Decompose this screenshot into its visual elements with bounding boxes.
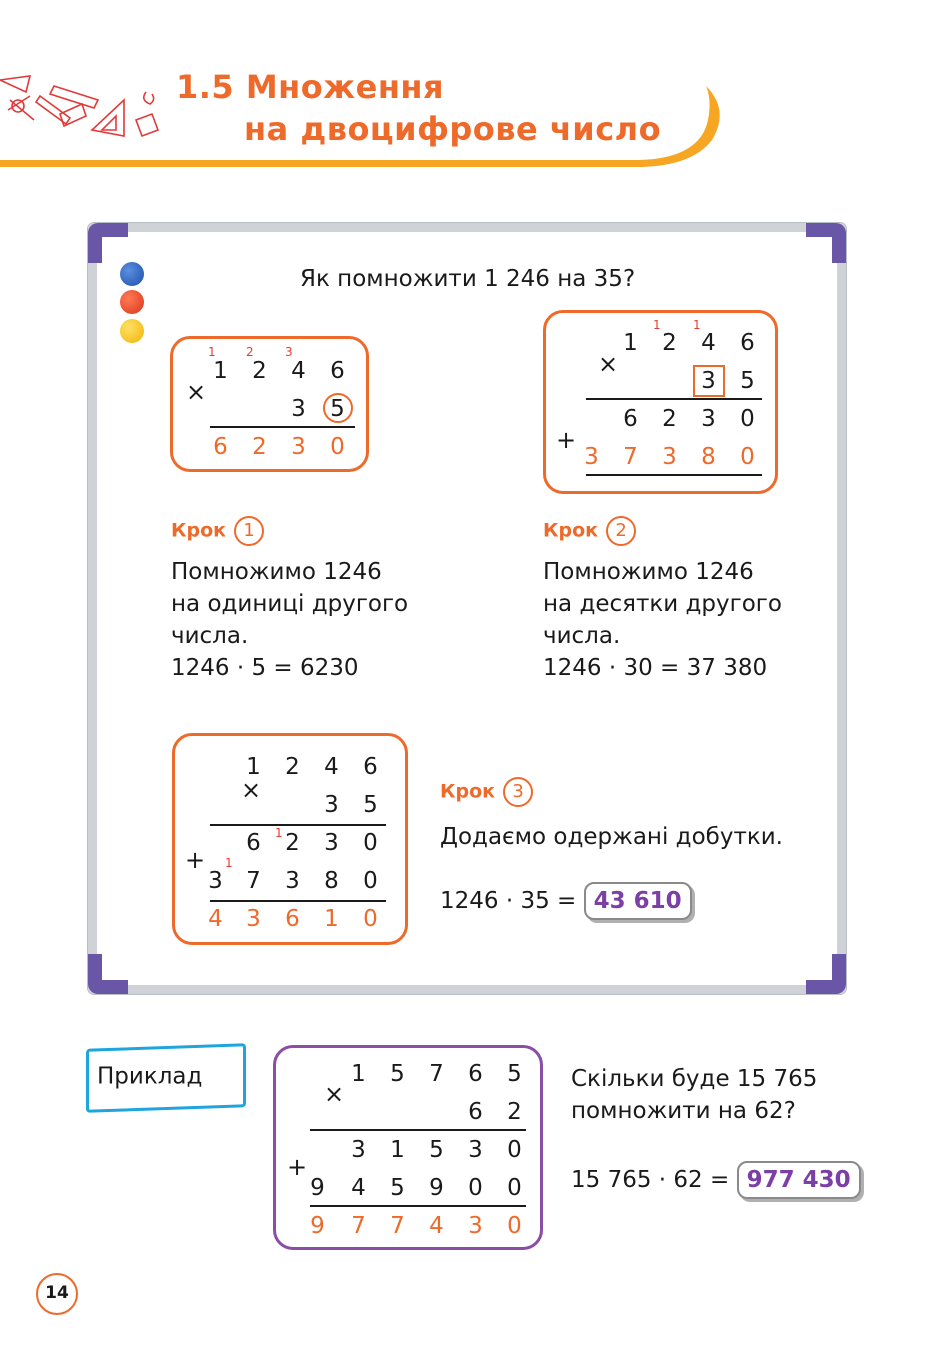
digit: 1 <box>390 1137 405 1163</box>
yellow-magnet-icon <box>120 319 144 343</box>
carry-digit: 1 <box>653 318 661 332</box>
digit: 6 <box>363 754 378 780</box>
result-line <box>210 426 355 428</box>
digit: 2 <box>285 754 300 780</box>
example-tag-label: Приклад <box>97 1063 203 1090</box>
result-digit: 3 <box>246 906 261 932</box>
digit: 4 <box>351 1175 366 1201</box>
digit: 1 <box>213 358 228 384</box>
digit: 1 <box>623 330 638 356</box>
product-line <box>210 824 386 826</box>
digit: 6 <box>623 406 638 432</box>
board-question: Як помножити 1 246 на 35? <box>300 266 636 292</box>
partial-product-digit: 3 <box>662 444 677 470</box>
product-line <box>586 398 762 400</box>
digit: 5 <box>429 1137 444 1163</box>
digit: 3 <box>701 406 716 432</box>
result-digit: 7 <box>351 1213 366 1239</box>
digit: 5 <box>330 396 345 422</box>
digit: 0 <box>507 1137 522 1163</box>
digit: 8 <box>324 868 339 894</box>
digit: 3 <box>291 396 306 422</box>
digit: 6 <box>740 330 755 356</box>
example-question: Скільки буде 15 765 помножити на 62? <box>571 1066 818 1124</box>
step-2-label: Крок 2 <box>543 516 636 546</box>
digit: 6 <box>330 358 345 384</box>
partial-product-digit: 7 <box>623 444 638 470</box>
result-digit: 3 <box>291 434 306 460</box>
step-1-text: Помножимо 1246 на одиниці другого числа. 1246 · 5 = 6230 <box>171 559 409 681</box>
digit: 4 <box>291 358 306 384</box>
step-1-label: Крок 1 <box>171 516 264 546</box>
blue-magnet-icon <box>120 262 144 286</box>
digit: 3 <box>324 792 339 818</box>
digit: 2 <box>252 358 267 384</box>
step-number-badge: 1 <box>234 516 264 546</box>
multiply-sign: × <box>598 350 619 378</box>
digit: 7 <box>246 868 261 894</box>
digit: 6 <box>468 1099 483 1125</box>
result-digit: 0 <box>330 434 345 460</box>
digit: 0 <box>507 1175 522 1201</box>
answer-pill: 977 430 <box>737 1161 861 1199</box>
result-digit: 0 <box>363 906 378 932</box>
result-digit: 7 <box>390 1213 405 1239</box>
digit: 4 <box>701 330 716 356</box>
title-line-1: 1.5 Множення <box>176 68 445 106</box>
digit: 1 <box>351 1061 366 1087</box>
multiply-sign: × <box>324 1080 345 1108</box>
title-line-2: на двоцифрове число <box>244 110 662 148</box>
example-equation: 15 765 · 62 = 977 430 <box>571 1161 861 1199</box>
page-title <box>176 66 661 150</box>
step-2-text: Помножимо 1246 на десятки другого числа. 1246 · 30 = 37 380 <box>543 559 782 681</box>
partial-product-digit: 8 <box>701 444 716 470</box>
highlight-square <box>693 365 725 397</box>
result-digit: 1 <box>324 906 339 932</box>
answer-pill: 43 610 <box>584 882 692 920</box>
school-supplies-icon <box>0 76 158 136</box>
carry-digit: 1 <box>225 856 233 870</box>
digit: 3 <box>468 1137 483 1163</box>
partial-product-digit: 0 <box>740 444 755 470</box>
plus-sign: + <box>185 846 206 874</box>
red-magnet-icon <box>120 290 144 314</box>
step-number-badge: 3 <box>503 777 533 807</box>
step-number-badge: 2 <box>606 516 636 546</box>
digit: 3 <box>208 868 223 894</box>
highlight-circle <box>323 393 353 423</box>
carry-digit: 1 <box>208 345 216 359</box>
carry-digit: 2 <box>246 345 254 359</box>
digit: 2 <box>662 406 677 432</box>
step-3-text: Додаємо одержані добутки. <box>440 824 783 850</box>
plus-sign: + <box>556 426 577 454</box>
carry-digit: 1 <box>693 318 701 332</box>
digit: 0 <box>740 406 755 432</box>
multiply-sign: × <box>241 776 262 804</box>
digit: 3 <box>324 830 339 856</box>
digit: 2 <box>285 830 300 856</box>
result-digit: 4 <box>429 1213 444 1239</box>
digit: 9 <box>310 1175 325 1201</box>
step-3-equation: 1246 · 35 = 43 610 <box>440 882 692 920</box>
digit: 9 <box>429 1175 444 1201</box>
digit: 2 <box>662 330 677 356</box>
digit: 5 <box>507 1061 522 1087</box>
digit: 6 <box>468 1061 483 1087</box>
carry-digit: 3 <box>285 345 293 359</box>
digit: 0 <box>468 1175 483 1201</box>
digit: 1 <box>246 754 261 780</box>
result-digit: 6 <box>285 906 300 932</box>
digit: 6 <box>246 830 261 856</box>
digit: 3 <box>285 868 300 894</box>
digit: 0 <box>363 830 378 856</box>
sum-line <box>310 1205 526 1207</box>
digit: 5 <box>390 1061 405 1087</box>
digit: 7 <box>429 1061 444 1087</box>
carry-digit: 1 <box>275 826 283 840</box>
product-line <box>310 1129 526 1131</box>
digit: 0 <box>363 868 378 894</box>
bottom-line <box>586 474 762 476</box>
result-digit: 2 <box>252 434 267 460</box>
digit: 5 <box>740 368 755 394</box>
result-digit: 9 <box>310 1213 325 1239</box>
result-digit: 4 <box>208 906 223 932</box>
digit: 3 <box>351 1137 366 1163</box>
digit: 5 <box>363 792 378 818</box>
digit: 4 <box>324 754 339 780</box>
digit: 3 <box>701 368 716 394</box>
multiply-sign: × <box>186 378 207 406</box>
page-number: 14 <box>36 1273 78 1315</box>
partial-product-digit: 3 <box>584 444 599 470</box>
sum-line <box>210 900 386 902</box>
digit: 5 <box>390 1175 405 1201</box>
result-digit: 0 <box>507 1213 522 1239</box>
result-digit: 3 <box>468 1213 483 1239</box>
plus-sign: + <box>287 1153 308 1181</box>
step-3-label: Крок 3 <box>440 777 533 807</box>
example-tag <box>86 1043 246 1113</box>
result-digit: 6 <box>213 434 228 460</box>
digit: 2 <box>507 1099 522 1125</box>
